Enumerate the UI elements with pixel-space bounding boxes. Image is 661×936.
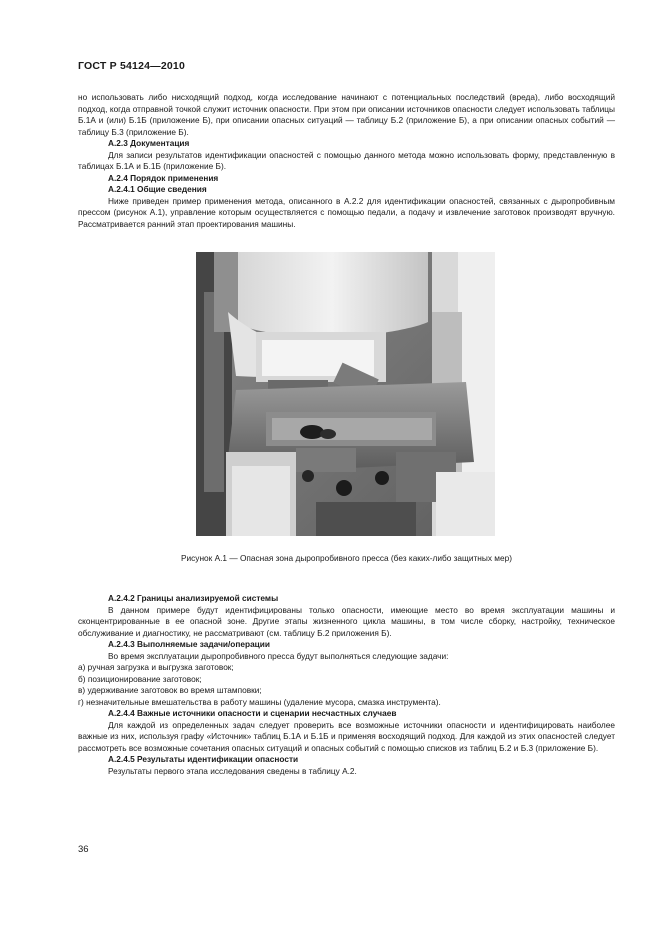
list-item: б) позиционирование заготовок; (78, 673, 202, 684)
paragraph: Ниже приведен пример применения метода, описанного в А.2.2 для идентификации опасностей, связанных с дыропробивным прессом (рисунок А.1), управление которым осуществляется с помощью педали, а подачу и извлечение заготовок производят вручную. Рассматривается ранний этап проектирования машины. (78, 195, 615, 229)
document-header: ГОСТ Р 54124—2010 (78, 60, 186, 72)
text-block-bottom (78, 593, 615, 777)
paragraph: Во время эксплуатации дыропробивного пресса будут выполняться следующие задачи: (108, 650, 449, 661)
section-heading: А.2.4 Порядок применения (108, 172, 219, 183)
section-heading: А.2.4.5 Результаты идентификации опасности (108, 754, 299, 764)
paragraph: Результаты первого этапа исследования сведены в таблицу А.2. (108, 765, 357, 776)
section-heading: А.2.3 Документация (108, 138, 190, 148)
press-photo (196, 252, 495, 536)
list-item: г) незначительные вмешательства в работу машины (удаление мусора, смазка инструмента). (78, 696, 441, 707)
paragraph: Для каждой из определенных задач следует проверить все возможные источники опасности и идентифицировать наиболее важные из них, используя графу «Источник» таблиц Б.1А и Б.1Б и применяя восходящий подход. Для каждой из этих опасностей следует рассмотреть все возможные сочетания опасных ситуаций и опасных событий с помощью списков из таблиц Б.2 и Б.3 (приложение Б). (78, 719, 615, 753)
text-block-top (78, 92, 615, 230)
paragraph: В данном примере будут идентифицированы только опасности, имеющие место во время эксплуатации машины и сконцентрированные в ее опасной зоне. Другие этапы жизненного цикла машины, в том числе сборку, настройку, техническое обслуживание и диагностику, не рассматривают (см. таблицу Б.2 приложения Б). (78, 604, 615, 638)
section-heading: А.2.4.4 Важные источники опасности и сценарии несчастных случаев (108, 708, 397, 718)
paragraph: но использовать либо нисходящий подход, когда исследование начинают с потенциальных последствий (вреда), либо восходящий подход, когда отправной точкой служит источник опасности. При этом при описании источников опасности следует использовать таблицы Б.1А и (или) Б.1Б (приложение Б), при описании опасных ситуаций — таблицу Б.2 (приложение Б), а при описании опасных событий — таблицу Б.3 (приложение Б). (78, 92, 615, 137)
section-heading: А.2.4.1 Общие сведения (108, 184, 207, 194)
paragraph: Для записи результатов идентификации опасностей с помощью данного метода можно использовать форму, представленную в таблицах Б.1А и Б.1Б (приложение Б). (78, 149, 615, 171)
figure-caption: Рисунок А.1 — Опасная зона дыропробивного пресса (без каких-либо защитных мер) (180, 553, 513, 563)
list-item: а) ручная загрузка и выгрузка заготовок; (78, 662, 234, 672)
page-number: 36 (78, 844, 89, 855)
section-heading: А.2.4.3 Выполняемые задачи/операции (108, 639, 270, 649)
section-heading: А.2.4.2 Границы анализируемой системы (108, 593, 279, 603)
list-item: в) удерживание заготовок во время штамповки; (78, 685, 262, 695)
